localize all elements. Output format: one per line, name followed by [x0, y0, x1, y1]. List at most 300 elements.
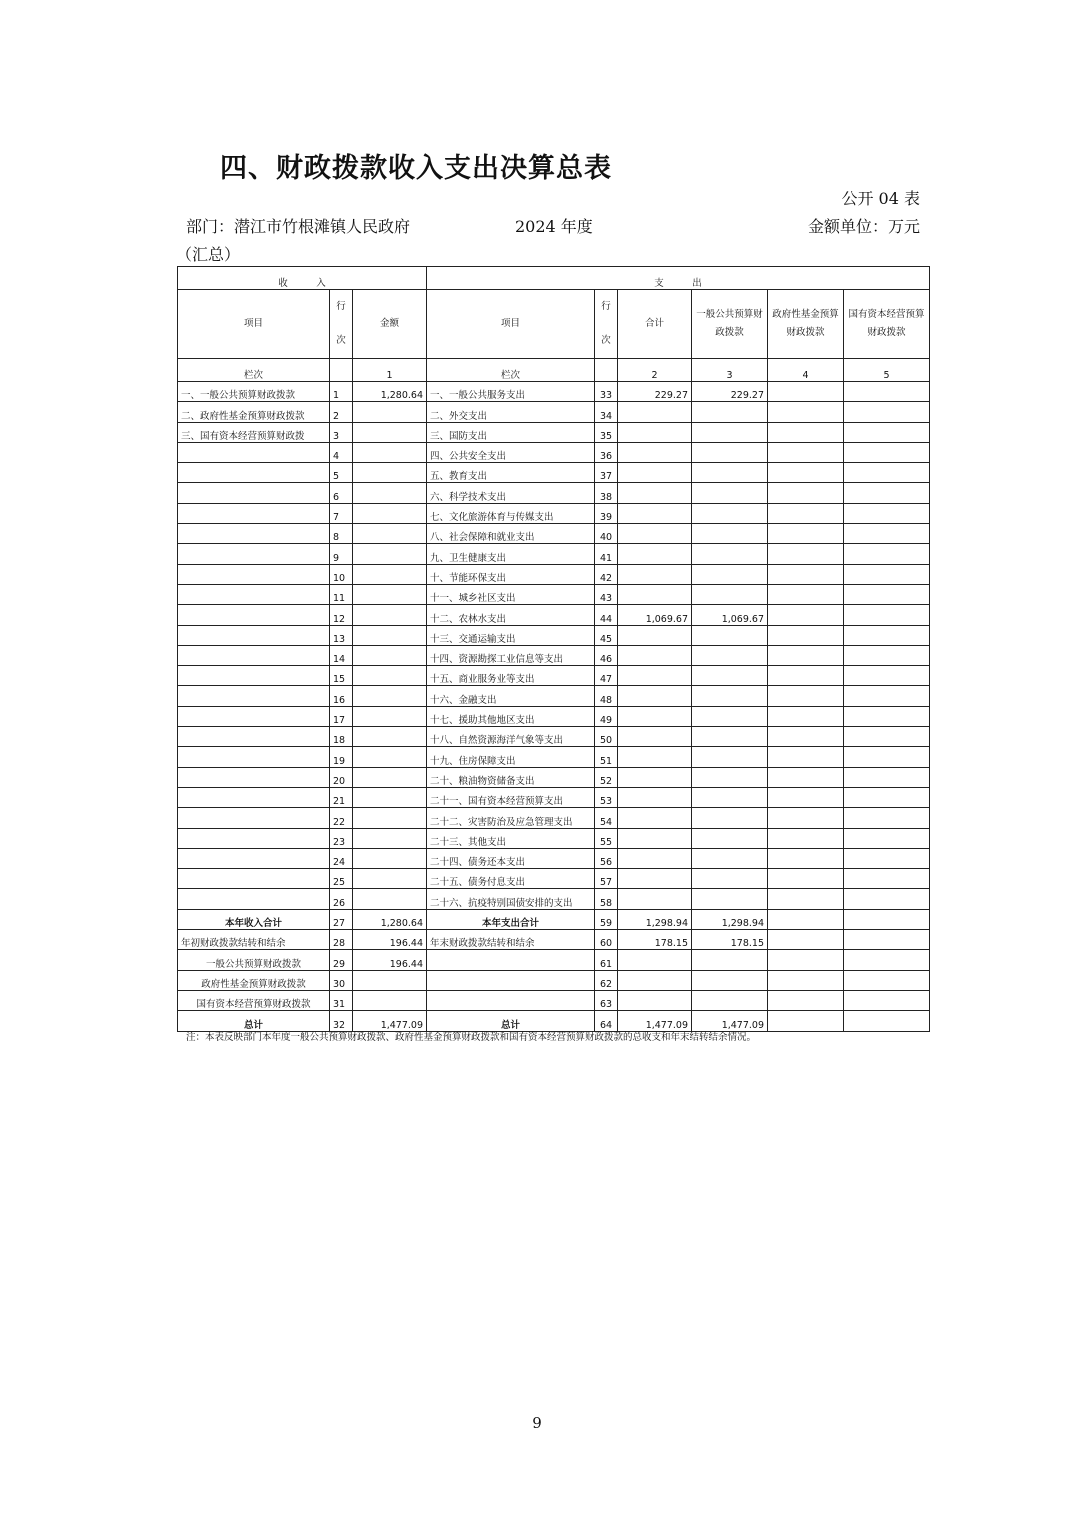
- column-index-label: 栏次: [427, 359, 595, 382]
- expense-total-header: 合计: [618, 290, 692, 359]
- income-row-no: 24: [330, 848, 353, 868]
- general-budget-amount: [692, 747, 768, 767]
- state-capital-amount: [844, 503, 930, 523]
- expense-item: 十五、商业服务业等支出: [427, 666, 595, 686]
- gov-fund-amount: [768, 787, 844, 807]
- general-budget-amount: [692, 402, 768, 422]
- expense-item: 总计: [427, 1011, 595, 1031]
- summary-row: [178, 970, 930, 990]
- income-item: [178, 787, 330, 807]
- income-item: 本年收入合计: [178, 909, 330, 929]
- table-row: [178, 808, 930, 828]
- expense-total: [618, 625, 692, 645]
- expense-row-no: 34: [595, 402, 618, 422]
- expense-section-header: 支 出: [427, 267, 930, 290]
- income-item: [178, 848, 330, 868]
- expense-total: [618, 727, 692, 747]
- income-amount: [353, 828, 427, 848]
- income-row-no: 4: [330, 442, 353, 462]
- gov-fund-amount: [768, 970, 844, 990]
- general-budget-amount: [692, 564, 768, 584]
- table-row: [178, 706, 930, 726]
- expense-item: 十、节能环保支出: [427, 564, 595, 584]
- income-row-no: 13: [330, 625, 353, 645]
- income-row-no: 1: [330, 382, 353, 402]
- table-row: [178, 848, 930, 868]
- gov-fund-amount: [768, 990, 844, 1010]
- income-item: 年初财政拨款结转和结余: [178, 930, 330, 950]
- income-amount: 1,477.09: [353, 1011, 427, 1031]
- expense-item: 二十四、债务还本支出: [427, 848, 595, 868]
- income-item: [178, 625, 330, 645]
- gov-fund-amount: [768, 503, 844, 523]
- table-row: [178, 402, 930, 422]
- income-amount: [353, 625, 427, 645]
- column-header-row: [178, 290, 930, 359]
- summary-row: [178, 1011, 930, 1031]
- expense-total: [618, 524, 692, 544]
- income-item: 一、一般公共预算财政拨款: [178, 382, 330, 402]
- income-amount: [353, 970, 427, 990]
- expense-row-no: 47: [595, 666, 618, 686]
- income-row-no: 30: [330, 970, 353, 990]
- summary-row: [178, 909, 930, 929]
- state-capital-amount: [844, 727, 930, 747]
- state-capital-amount: [844, 584, 930, 604]
- gov-fund-amount: [768, 422, 844, 442]
- general-budget-amount: 1,298.94: [692, 909, 768, 929]
- expense-total: [618, 686, 692, 706]
- state-capital-amount: [844, 787, 930, 807]
- expense-row-no: 57: [595, 869, 618, 889]
- summary-row: [178, 930, 930, 950]
- income-amount: 196.44: [353, 950, 427, 970]
- state-capital-amount: [844, 524, 930, 544]
- expense-row-no: 36: [595, 442, 618, 462]
- income-row-no: 32: [330, 1011, 353, 1031]
- column-index: 2: [618, 359, 692, 382]
- table-row: [178, 686, 930, 706]
- income-row-no: 15: [330, 666, 353, 686]
- income-item: [178, 544, 330, 564]
- expense-total: [618, 828, 692, 848]
- table-row: [178, 666, 930, 686]
- income-row-no: 10: [330, 564, 353, 584]
- expense-row-no: 35: [595, 422, 618, 442]
- income-item: [178, 584, 330, 604]
- income-amount: [353, 645, 427, 665]
- expense-row-no: 51: [595, 747, 618, 767]
- state-capital-amount: [844, 909, 930, 929]
- income-row-no: 18: [330, 727, 353, 747]
- expense-item: 十九、住房保障支出: [427, 747, 595, 767]
- expense-row-no: 48: [595, 686, 618, 706]
- income-row-no: 17: [330, 706, 353, 726]
- general-budget-amount: [692, 625, 768, 645]
- expense-total: [618, 666, 692, 686]
- income-amount: 196.44: [353, 930, 427, 950]
- expense-item: [427, 970, 595, 990]
- income-item: [178, 808, 330, 828]
- expense-item: [427, 990, 595, 1010]
- general-budget-amount: [692, 544, 768, 564]
- expense-item: 十二、农林水支出: [427, 605, 595, 625]
- general-budget-amount: [692, 727, 768, 747]
- general-budget-amount: [692, 706, 768, 726]
- table-row: [178, 747, 930, 767]
- state-capital-amount: [844, 544, 930, 564]
- expense-item: 八、社会保障和就业支出: [427, 524, 595, 544]
- expense-total: 229.27: [618, 382, 692, 402]
- gov-fund-amount: [768, 625, 844, 645]
- general-budget-amount: [692, 970, 768, 990]
- table-code: 公开 04 表: [841, 189, 920, 208]
- expense-row-no: 37: [595, 463, 618, 483]
- general-budget-amount: [692, 666, 768, 686]
- general-budget-amount: 229.27: [692, 382, 768, 402]
- table-row: [178, 442, 930, 462]
- state-capital-amount: [844, 442, 930, 462]
- table-row: [178, 382, 930, 402]
- income-item: 二、政府性基金预算财政拨款: [178, 402, 330, 422]
- income-amount: [353, 544, 427, 564]
- expense-item: 九、卫生健康支出: [427, 544, 595, 564]
- income-item: [178, 463, 330, 483]
- income-amount: [353, 869, 427, 889]
- state-capital-amount: [844, 950, 930, 970]
- income-item-header: 项目: [178, 290, 330, 359]
- expense-item: 二十三、其他支出: [427, 828, 595, 848]
- state-capital-amount: [844, 767, 930, 787]
- state-capital-amount: [844, 666, 930, 686]
- income-item: [178, 727, 330, 747]
- expense-total: [618, 869, 692, 889]
- income-item: 一般公共预算财政拨款: [178, 950, 330, 970]
- state-capital-amount: [844, 605, 930, 625]
- expense-row-no: 60: [595, 930, 618, 950]
- expense-row-no: 43: [595, 584, 618, 604]
- income-amount: [353, 889, 427, 909]
- page-title: 四、财政拨款收入支出决算总表: [220, 153, 612, 184]
- state-capital-amount: [844, 970, 930, 990]
- general-budget-amount: [692, 483, 768, 503]
- general-budget-amount: [692, 828, 768, 848]
- expense-item: 二十二、灾害防治及应急管理支出: [427, 808, 595, 828]
- income-item: [178, 503, 330, 523]
- expense-row-no: 50: [595, 727, 618, 747]
- expense-item: 本年支出合计: [427, 909, 595, 929]
- gov-fund-amount: [768, 686, 844, 706]
- state-capital-amount: [844, 828, 930, 848]
- expense-total: [618, 503, 692, 523]
- expense-row-no: 40: [595, 524, 618, 544]
- income-row-no: 23: [330, 828, 353, 848]
- income-row-no: 31: [330, 990, 353, 1010]
- expense-row-no: 64: [595, 1011, 618, 1031]
- general-budget-amount: [692, 990, 768, 1010]
- expense-row-no: 38: [595, 483, 618, 503]
- expense-total: [618, 483, 692, 503]
- income-item: 政府性基金预算财政拨款: [178, 970, 330, 990]
- general-budget-amount: [692, 463, 768, 483]
- income-row-no: 12: [330, 605, 353, 625]
- department-name: 部门：潜江市竹根滩镇人民政府: [186, 217, 411, 236]
- expense-item: 十六、金融支出: [427, 686, 595, 706]
- income-item: [178, 828, 330, 848]
- expense-total: [618, 402, 692, 422]
- table-row: [178, 544, 930, 564]
- gov-fund-amount: [768, 930, 844, 950]
- gov-fund-amount: [768, 483, 844, 503]
- income-amount: [353, 990, 427, 1010]
- income-row-no: 9: [330, 544, 353, 564]
- income-row-no: 27: [330, 909, 353, 929]
- income-item: [178, 442, 330, 462]
- income-item: [178, 666, 330, 686]
- expense-row-no: 59: [595, 909, 618, 929]
- amount-unit: 金额单位：万元: [807, 217, 920, 236]
- expense-row-no: 33: [595, 382, 618, 402]
- expense-total: [618, 990, 692, 1010]
- general-budget-amount: [692, 767, 768, 787]
- gov-fund-amount: [768, 544, 844, 564]
- expense-item: 六、科学技术支出: [427, 483, 595, 503]
- gov-fund-amount: [768, 909, 844, 929]
- fiscal-year: 2024 年度: [515, 217, 593, 236]
- state-capital-amount: [844, 990, 930, 1010]
- income-row-no-header: 行次: [330, 290, 353, 359]
- expense-row-no: 61: [595, 950, 618, 970]
- gov-fund-amount: [768, 463, 844, 483]
- state-capital-amount: [844, 889, 930, 909]
- expense-row-no: 45: [595, 625, 618, 645]
- general-budget-amount: [692, 889, 768, 909]
- summary-row: [178, 950, 930, 970]
- income-amount: [353, 503, 427, 523]
- state-capital-amount: [844, 747, 930, 767]
- income-amount: [353, 848, 427, 868]
- income-amount: [353, 686, 427, 706]
- gov-fund-amount: [768, 524, 844, 544]
- gov-fund-amount: [768, 889, 844, 909]
- general-budget-amount: [692, 442, 768, 462]
- gov-fund-amount: [768, 666, 844, 686]
- state-capital-amount: [844, 382, 930, 402]
- general-budget-amount: [692, 808, 768, 828]
- expense-row-no: 46: [595, 645, 618, 665]
- table-row: [178, 869, 930, 889]
- expense-row-no: 41: [595, 544, 618, 564]
- income-amount: [353, 524, 427, 544]
- income-item: [178, 767, 330, 787]
- state-capital-amount: [844, 848, 930, 868]
- state-capital-amount: [844, 402, 930, 422]
- expense-item: 七、文化旅游体育与传媒支出: [427, 503, 595, 523]
- gov-fund-amount: [768, 1011, 844, 1031]
- expense-item: 一、一般公共服务支出: [427, 382, 595, 402]
- expense-item: 四、公共安全支出: [427, 442, 595, 462]
- expense-row-no: 49: [595, 706, 618, 726]
- gov-fund-amount: [768, 848, 844, 868]
- gov-fund-amount: [768, 442, 844, 462]
- expense-item: 二十六、抗疫特别国债安排的支出: [427, 889, 595, 909]
- income-amount: [353, 605, 427, 625]
- appropriation-summary-table: [177, 266, 930, 1032]
- table-row: [178, 787, 930, 807]
- expense-row-no: 54: [595, 808, 618, 828]
- expense-total: [618, 889, 692, 909]
- expense-total: [618, 848, 692, 868]
- expense-total: [618, 584, 692, 604]
- expense-row-no: 58: [595, 889, 618, 909]
- general-budget-amount: [692, 422, 768, 442]
- expense-row-no-header: 行次: [595, 290, 618, 359]
- income-row-no: 6: [330, 483, 353, 503]
- state-capital-amount: [844, 564, 930, 584]
- expense-total: [618, 767, 692, 787]
- expense-row-no: 53: [595, 787, 618, 807]
- page-number: 9: [532, 1414, 542, 1432]
- column-index: 4: [768, 359, 844, 382]
- general-budget-amount: [692, 584, 768, 604]
- state-capital-amount: [844, 686, 930, 706]
- income-row-no: 21: [330, 787, 353, 807]
- expense-row-no: 56: [595, 848, 618, 868]
- state-capital-amount: [844, 869, 930, 889]
- income-amount: 1,280.64: [353, 382, 427, 402]
- income-amount: [353, 584, 427, 604]
- state-capital-amount: [844, 625, 930, 645]
- income-item: [178, 869, 330, 889]
- income-row-no: 2: [330, 402, 353, 422]
- income-row-no: 14: [330, 645, 353, 665]
- expense-item: 二十五、债务付息支出: [427, 869, 595, 889]
- expense-total: [618, 442, 692, 462]
- table-row: [178, 524, 930, 544]
- table-row: [178, 828, 930, 848]
- department-summary-tag: （汇总）: [176, 245, 241, 264]
- expense-row-no: 55: [595, 828, 618, 848]
- income-row-no: 20: [330, 767, 353, 787]
- expense-row-no: 62: [595, 970, 618, 990]
- table-note: 注：本表反映部门本年度一般公共预算财政拨款、政府性基金预算财政拨款和国有资本经营预算财政拨款的总收支和年末结转结余情况。: [186, 1032, 757, 1043]
- expense-total: [618, 645, 692, 665]
- expense-total: 1,069.67: [618, 605, 692, 625]
- gov-fund-header: 政府性基金预算财政拨款: [768, 290, 844, 359]
- general-budget-amount: 1,477.09: [692, 1011, 768, 1031]
- table-row: [178, 584, 930, 604]
- table-row: [178, 889, 930, 909]
- income-amount: [353, 767, 427, 787]
- income-item: [178, 605, 330, 625]
- gov-fund-amount: [768, 402, 844, 422]
- general-budget-amount: [692, 524, 768, 544]
- income-item: [178, 564, 330, 584]
- column-index: 3: [692, 359, 768, 382]
- state-capital-amount: [844, 1011, 930, 1031]
- income-row-no: 22: [330, 808, 353, 828]
- income-amount: [353, 463, 427, 483]
- state-capital-amount: [844, 483, 930, 503]
- gov-fund-amount: [768, 828, 844, 848]
- income-item: [178, 889, 330, 909]
- income-amount: [353, 422, 427, 442]
- income-amount: [353, 787, 427, 807]
- income-item: 三、国有资本经营预算财政拨: [178, 422, 330, 442]
- table-row: [178, 605, 930, 625]
- gov-fund-amount: [768, 645, 844, 665]
- gov-fund-amount: [768, 950, 844, 970]
- state-capital-amount: [844, 422, 930, 442]
- column-index-label: 栏次: [178, 359, 330, 382]
- state-capital-header: 国有资本经营预算财政拨款: [844, 290, 930, 359]
- expense-total: [618, 747, 692, 767]
- expense-total: 1,477.09: [618, 1011, 692, 1031]
- expense-row-no: 39: [595, 503, 618, 523]
- expense-row-no: 42: [595, 564, 618, 584]
- section-header-row: [178, 267, 930, 290]
- expense-row-no: 44: [595, 605, 618, 625]
- gov-fund-amount: [768, 706, 844, 726]
- expense-item: 十三、交通运输支出: [427, 625, 595, 645]
- expense-item: 二十、粮油物资储备支出: [427, 767, 595, 787]
- general-budget-amount: [692, 787, 768, 807]
- expense-item: 二十一、国有资本经营预算支出: [427, 787, 595, 807]
- state-capital-amount: [844, 706, 930, 726]
- general-budget-amount: [692, 869, 768, 889]
- general-budget-amount: [692, 848, 768, 868]
- expense-total: [618, 970, 692, 990]
- gov-fund-amount: [768, 584, 844, 604]
- expense-total: 178.15: [618, 930, 692, 950]
- table-row: [178, 767, 930, 787]
- table-row: [178, 463, 930, 483]
- general-budget-amount: [692, 950, 768, 970]
- expense-total: [618, 544, 692, 564]
- column-index: 1: [353, 359, 427, 382]
- income-amount: [353, 747, 427, 767]
- income-item: 总计: [178, 1011, 330, 1031]
- expense-item: 五、教育支出: [427, 463, 595, 483]
- income-amount: 1,280.64: [353, 909, 427, 929]
- table-row: [178, 727, 930, 747]
- state-capital-amount: [844, 808, 930, 828]
- income-row-no: 11: [330, 584, 353, 604]
- state-capital-amount: [844, 930, 930, 950]
- gov-fund-amount: [768, 605, 844, 625]
- general-budget-amount: [692, 503, 768, 523]
- table-row: [178, 625, 930, 645]
- income-item: [178, 686, 330, 706]
- income-amount: [353, 402, 427, 422]
- income-row-no: 25: [330, 869, 353, 889]
- income-row-no: 5: [330, 463, 353, 483]
- table-row: [178, 483, 930, 503]
- income-row-no: 19: [330, 747, 353, 767]
- state-capital-amount: [844, 463, 930, 483]
- gov-fund-amount: [768, 382, 844, 402]
- income-amount: [353, 727, 427, 747]
- income-row-no: 28: [330, 930, 353, 950]
- gov-fund-amount: [768, 747, 844, 767]
- summary-row: [178, 990, 930, 1010]
- income-amount: [353, 483, 427, 503]
- gov-fund-amount: [768, 808, 844, 828]
- expense-item: 十七、援助其他地区支出: [427, 706, 595, 726]
- expense-row-no: 63: [595, 990, 618, 1010]
- table-row: [178, 564, 930, 584]
- expense-row-no: 52: [595, 767, 618, 787]
